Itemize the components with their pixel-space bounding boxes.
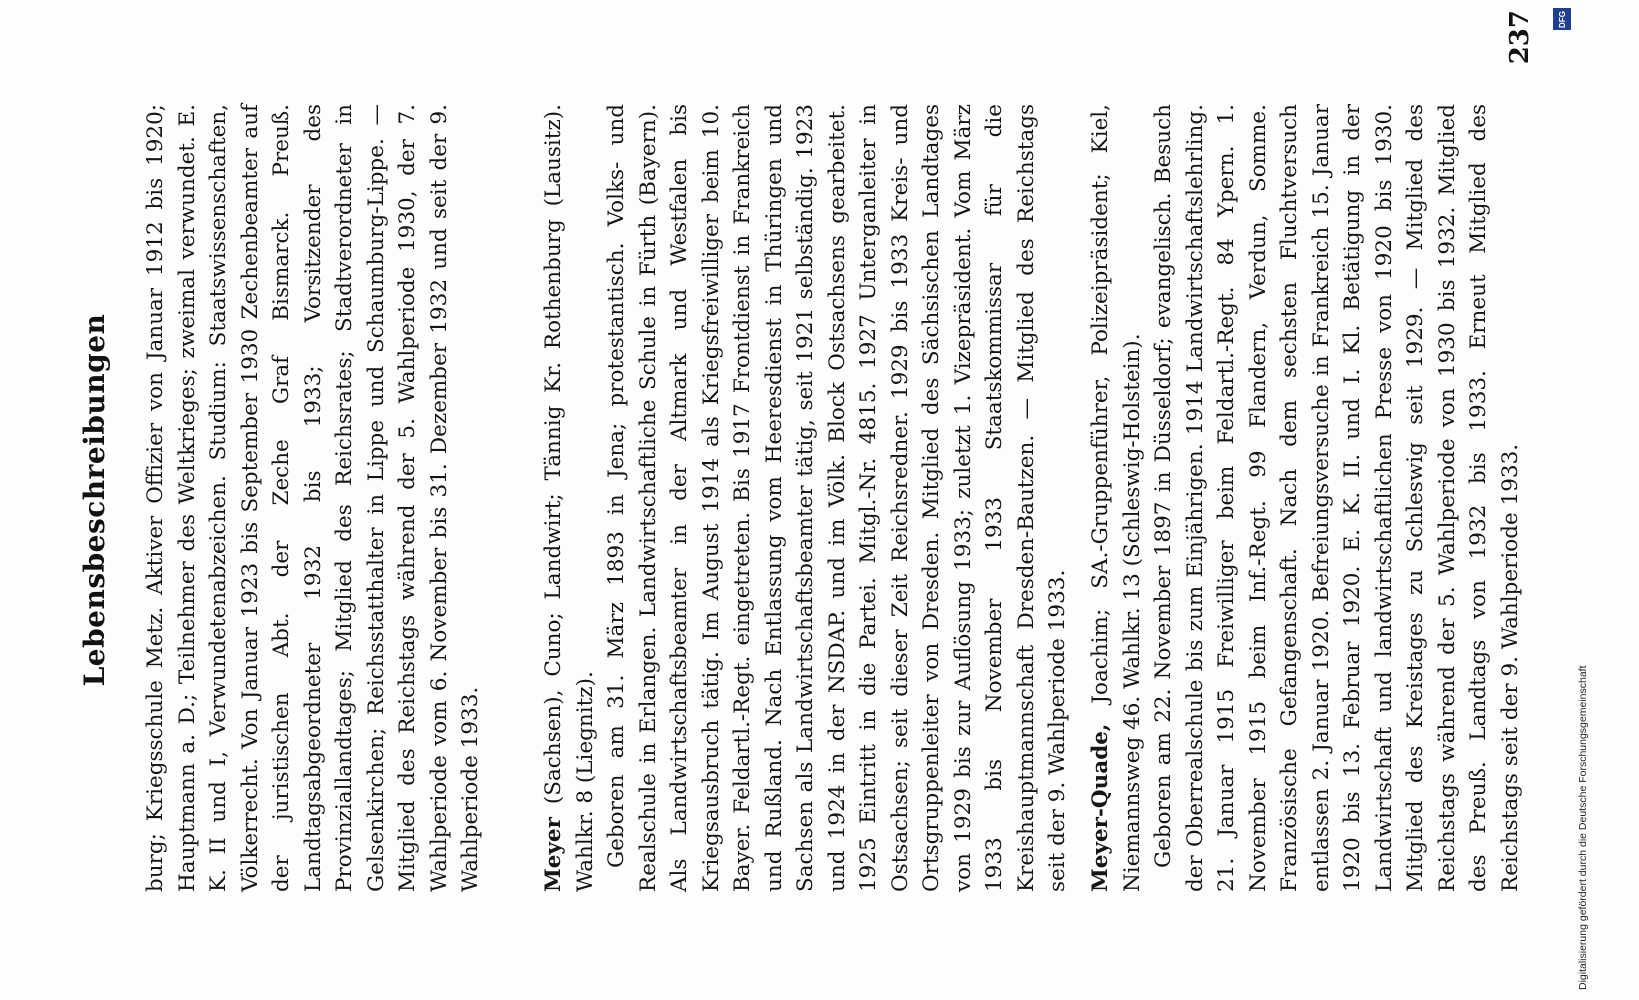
entry-heading-text: (Sachsen), Cuno; Landwirt; Tännig Kr. Rothenburg (Lausitz). Wahlkr. 8 (Liegnitz). [541,104,598,892]
page-number: 237 [1505,10,1535,65]
biography-entry-meyer [538,104,1074,892]
biography-entry-meyer-quade [1085,104,1526,892]
entry-heading [538,104,601,892]
running-head: Lebensbeschreibungen [78,313,111,687]
entry-paragraph: burg; Kriegsschule Metz. Aktiver Offizier von Januar 1912 bis 1920; Hauptmann a. D.; Teilnehmer des Weltkrieges; zweimal verwundet. E. K. II und I, Verwundetenabzeichen. Studium: Staatswissenschaften, Völkerrecht. Von Januar 1923 bis September 1930 Zechenbeamter auf der juristischen Abt. der Zeche Graf Bismarck. Preuß. Landtagsabgeordneter 1932 bis 1933; Vorsitzender des Provinziallandtages; Mitglied des Reichsrates; Stadtverordneter in Gelsenkirchen; Reichsstatthalter in Lippe und Schaumburg-Lippe. — Mitglied des Reichstags während der 5. Wahlperiode 1930, der 7. Wahlperiode vom 6. November bis 31. Dezember 1932 und seit der 9. Wahlperiode 1933. [143,104,483,892]
entry-heading-text: Joachim; SA.-Gruppenführer, Polizeipräsident; Kiel, Niemannsweg 46. Wahlkr. 13 (Schleswig-Holstein). [1088,104,1145,892]
entry-name: Meyer [541,817,566,892]
entry-name: Meyer-Quade, [1088,723,1113,892]
credit-text: Digitalisierung gefördert durch die Deutsche Forschungsgemeinschaft [1577,665,1589,990]
digitization-credit [1549,0,1589,1000]
entry-paragraph: Geboren am 22. November 1897 in Düsseldorf; evangelisch. Besuch der Oberrealschule bis zum Einjährigen. 1914 Landwirtschaftslehrling. 21. Januar 1915 Freiwilliger beim Feldartl.-Regt. 84 Ypern. 1. November 1915 beim Inf.-Regt. 99 Flandern, Verdun, Somme. Französische Gefangenschaft. Nach dem sechsten Fluchtversuch entlassen 2. Januar 1920. Befreiungsversuche in Frankreich 15. Januar 1920 bis 13. Februar 1920. E. K. II. und I. Kl. Betätigung in der Landwirtschaft und landwirtschaftlichen Presse von 1920 bis 1930. Mitglied des Kreistages zu Schleswig seit 1929. — Mitglied des Reichstags während der 5. Wahlperiode von 1930 bis 1932. Mitglied des Preuß. Landtags von 1932 bis 1933. Erneut Mitglied des Reichstags seit der 9. Wahlperiode 1933. [1151,104,1523,892]
entry-heading [1085,104,1148,892]
dfg-logo: DFG [1553,8,1571,30]
entry-paragraph: Geboren am 31. März 1893 in Jena; protestantisch. Volks- und Realschule in Erlangen. Landwirtschaftliche Schule in Fürth (Bayern). Als Landwirtschaftsbeamter in der Altmark und Westfalen bis Kriegsausbruch tätig. Im August 1914 als Kriegsfreiwilliger beim 10. Bayer. Feldartl.-Regt. eingetreten. Bis 1917 Frontdienst in Frankreich und Rußland. Nach Entlassung vom Heeresdienst in Thüringen und Sachsen als Landwirtschaftsbeamter tätig, seit 1921 selbständig. 1923 und 1924 in der NSDAP. und im Völk. Block Ostsachsens gearbeitet. 1925 Eintritt in die Partei. Mitgl.-Nr. 4815. 1927 Unterganleiter in Ostsachsen; seit dieser Zeit Reichsredner. 1929 bis 1933 Kreis- und Ortsgruppenleiter von Dresden. Mitglied des Sächsischen Landtages von 1929 bis zur Auflösung 1933; zuletzt 1. Vizepräsident. Vom März 1933 bis November 1933 Staatskommissar für die Kreishauptmannschaft Dresden-Bautzen. — Mitglied des Reichstags seit der 9. Wahlperiode 1933. [604,104,1070,892]
biography-entry-continuation [140,104,487,892]
